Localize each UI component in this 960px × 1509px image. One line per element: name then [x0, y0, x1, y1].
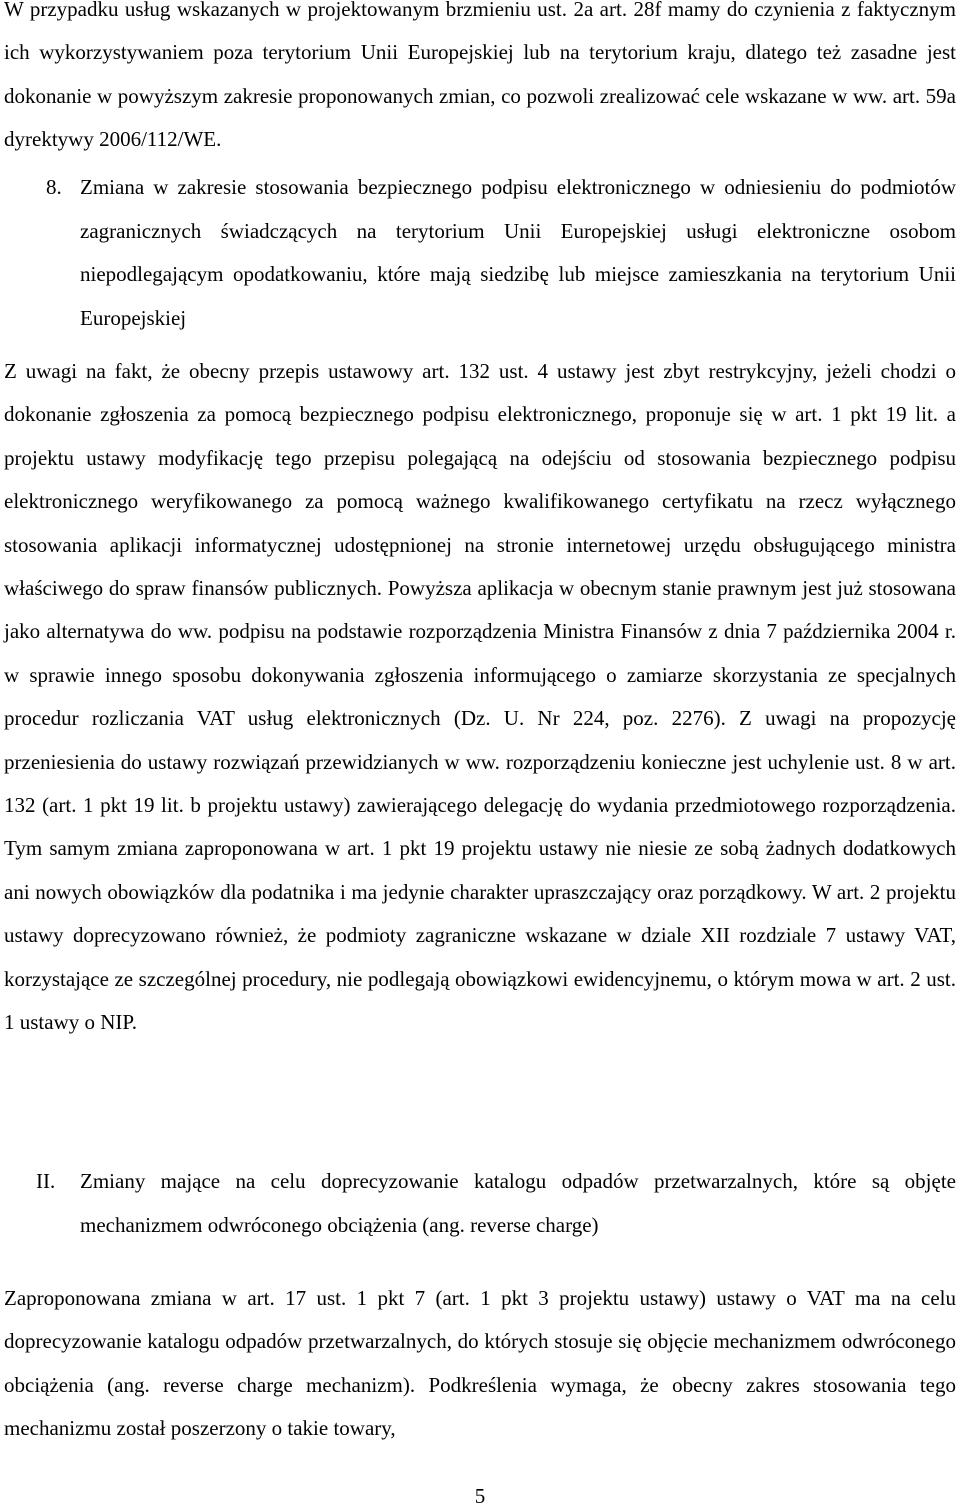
- paragraph-art-132: Z uwagi na fakt, że obecny przepis ustawowy art. 132 ust. 4 ustawy jest zbyt restrykcyjny, jeżeli chodzi o dokonanie zgłoszenia za pomocą bezpiecznego podpisu elektronicznego, proponuje się w art. 1 pkt 19 lit. a projektu ustawy modyfikację tego przepisu polegającą na odejściu od stosowania bezpiecznego podpisu elektronicznego weryfikowanego za pomocą ważnego kwalifikowanego certyfikatu na rzecz wyłącznego stosowania aplikacji informatycznej udostępnionej na stronie internetowej urzędu obsługującego ministra właściwego do spraw finansów publicznych. Powyższa aplikacja w obecnym stanie prawnym jest już stosowana jako alternatywa do ww. podpisu na podstawie rozporządzenia Ministra Finansów z dnia 7 października 2004 r. w sprawie innego sposobu dokonywania zgłoszenia informującego o zamiarze skorzystania ze specjalnych procedur rozliczania VAT usług elektronicznych (Dz. U. Nr 224, poz. 2276). Z uwagi na propozycję przeniesienia do ustawy rozwiązań przewidzianych w ww. rozporządzeniu konieczne jest uchylenie ust. 8 w art. 132 (art. 1 pkt 19 lit. b projektu ustawy) zawierającego delegację do wydania przedmiotowego rozporządzenia. Tym samym zmiana zaproponowana w art. 1 pkt 19 projektu ustawy nie niesie ze sobą żadnych dodatkowych ani nowych obowiązków dla podatnika i ma jedynie charakter upraszczający oraz porządkowy. W art. 2 projektu ustawy doprecyzowano również, że podmioty zagraniczne wskazane w dziale XII rozdziale 7 ustawy VAT, korzystające ze szczególnej procedury, nie podlegają obowiązkowi ewidencyjnemu, o którym mowa w art. 2 ust. 1 ustawy o NIP.: [4, 359, 956, 1035]
- list-item-ii-number: II.: [36, 1169, 56, 1193]
- list-item-8-number: 8.: [46, 175, 62, 199]
- paragraph-art-17: Zaproponowana zmiana w art. 17 ust. 1 pkt 7 (art. 1 pkt 3 projektu ustawy) ustawy o VAT ma na celu doprecyzowanie katalogu odpadów przetwarzalnych, do których stosuje się objęcie mechanizmem odwróconego obciążenia (ang. reverse charge mechanizm). Podkreślenia wymaga, że obecny zakres stosowania tego mechanizmu został poszerzony o takie towary,: [4, 1286, 956, 1441]
- list-item-8-text: Zmiana w zakresie stosowania bezpiecznego podpisu elektronicznego w odniesieniu do podmiotów zagranicznych świadczących na terytorium Unii Europejskiej usługi elektroniczne osobom niepodlegającym opodatkowaniu, które mają siedzibę lub miejsce zamieszkania na terytorium Unii Europejskiej: [80, 175, 956, 330]
- list-item-ii: [36, 1160, 956, 1247]
- list-item-8: [46, 166, 956, 340]
- page-number: 5: [474, 1484, 486, 1508]
- list-item-ii-text: Zmiany mające na celu doprecyzowanie katalogu odpadów przetwarzalnych, które są objęte mechanizmem odwróconego obciążenia (ang. reverse charge): [80, 1169, 956, 1237]
- paragraph-art-28f: W przypadku usług wskazanych w projektowanym brzmieniu ust. 2a art. 28f mamy do czynienia z faktycznym ich wykorzystywaniem poza terytorium Unii Europejskiej lub na terytorium kraju, dlatego też zasadne jest dokonanie w powyższym zakresie proponowanych zmian, co pozwoli zrealizować cele wskazane w ww. art. 59a dyrektywy 2006/112/WE.: [4, 0, 956, 152]
